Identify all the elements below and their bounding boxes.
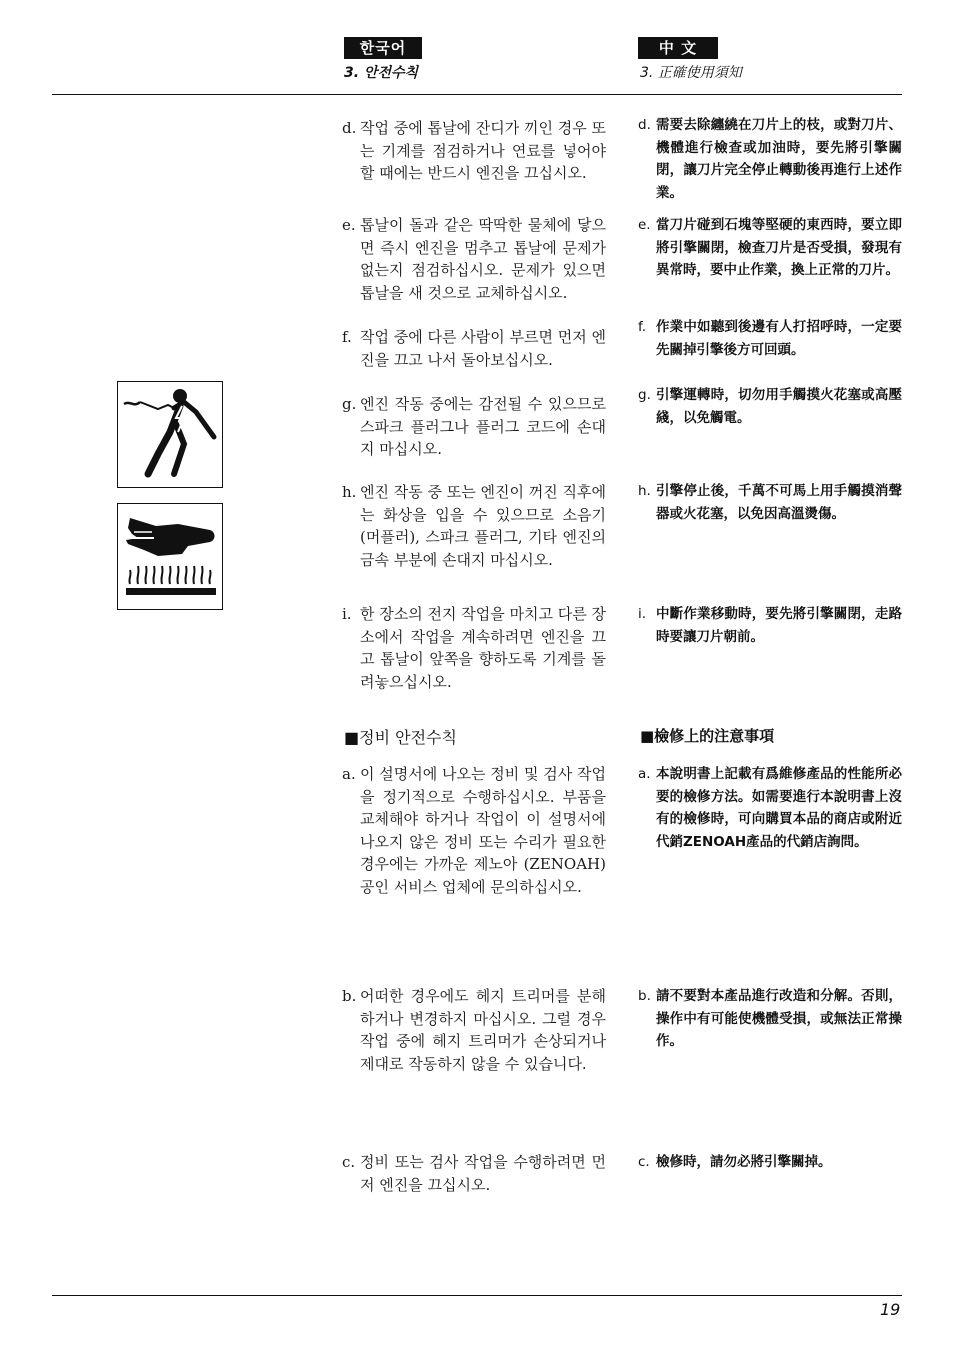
chinese-item-g [638,384,902,429]
chinese-item-e [638,214,902,282]
item-text: 작업 중에 다른 사람이 부르면 먼저 엔진을 끄고 나서 돌아보십시오. [360,328,606,369]
item-text: 엔진 작동 중 또는 엔진이 꺼진 직후에는 화상을 입을 수 있으므로 소음기(머플러), 스파크 플러그, 기타 엔진의 금속 부분에 손대지 마십시오. [360,483,606,569]
item-label: a. [638,766,651,782]
item-text: 檢修時，請勿必將引擎關掉。 [656,1154,832,1170]
korean-item-e [342,214,606,304]
item-text: 當刀片碰到石塊等堅硬的東西時，要立即將引擎關閉，檢查刀片是否受損，發現有異常時，要中止作業，換上正常的刀片。 [656,217,902,278]
item-label: b. [342,987,357,1005]
item-text: 中斷作業移動時，要先將引擎關閉，走路時要讓刀片朝前。 [656,606,902,645]
chinese-maintenance-heading: ■檢修上的注意事項 [640,727,775,745]
item-text: 톱날이 돌과 같은 딱딱한 물체에 닿으면 즉시 엔진을 멈추고 톱날에 문제가 없는지 점검하십시오. 문제가 있으면 톱날을 새 것으로 교체하십시오. [360,216,606,302]
item-label: a. [342,765,356,783]
chinese-maintenance-item-c [638,1151,902,1174]
korean-maintenance-item-c [342,1151,606,1196]
item-text: 작업 중에 톱날에 잔디가 끼인 경우 또는 기계를 점검하거나 연료를 넣어야 할 때에는 반드시 엔진을 끄십시오. [360,119,606,182]
item-text: 엔진 작동 중에는 감전될 수 있으므로 스파크 플러그나 플러그 코드에 손대지 마십시오. [360,395,606,458]
header-rule [52,94,902,95]
item-label: c. [638,1154,650,1170]
item-label: h. [342,483,357,501]
item-text: 引擎停止後，千萬不可馬上用手觸摸消聲器或火花塞，以免因高溫燙傷。 [656,483,902,522]
item-text: 한 장소의 전지 작업을 마치고 다른 장소에서 작업을 계속하려면 엔진을 끄고 톱날이 앞쪽을 향하도록 기계를 돌려놓으십시오. [360,605,606,691]
item-label: i. [638,606,647,622]
chinese-maintenance-item-a [638,763,902,853]
chinese-item-d [638,114,902,204]
korean-maintenance-item-a [342,763,606,898]
chinese-item-i [638,603,902,648]
hot-surface-warning-icon [117,503,223,610]
item-label: e. [342,216,356,234]
item-text: 정비 또는 검사 작업을 수행하려면 먼저 엔진을 끄십시오. [360,1153,606,1194]
item-label: d. [638,117,651,133]
item-text: 이 설명서에 나오는 정비 및 검사 작업을 정기적으로 수행하십시오. 부품을 교체해야 하거나 작업이 이 설명서에 나오지 않은 정비 또는 수리가 필요한 경우에는 가까운 제노아 (ZENOAH) 공인 서비스 업체에 문의하십시오. [360,765,606,896]
item-text: 請不要對本產品進行改造和分解。否則，操作中有可能使機體受損，或無法正常操作。 [656,988,902,1049]
item-text: 本說明書上記載有爲維修產品的性能所必要的檢修方法。如需要進行本說明書上沒有的檢修時，可向購買本品的商店或附近代銷ZENOAH產品的代銷店詢問。 [656,766,902,850]
footer-rule [52,1295,902,1296]
electric-shock-warning-icon [117,381,223,488]
korean-item-i [342,603,606,693]
korean-maintenance-item-b [342,985,606,1075]
item-label: f. [342,328,352,346]
item-label: g. [342,395,357,413]
item-label: b. [638,988,651,1004]
item-text: 需要去除纏繞在刀片上的枝，或對刀片、機體進行檢查或加油時，要先將引擎關閉，讓刀片完全停止轉動後再進行上述作業。 [656,117,902,201]
korean-maintenance-heading: ■정비 안전수칙 [344,728,457,747]
item-label: d. [342,119,357,137]
item-label: g. [638,387,651,403]
korean-item-h [342,481,606,571]
item-label: f. [638,319,647,335]
item-label: c. [342,1153,356,1171]
chinese-language-tag: 中 文 [638,37,718,59]
korean-item-d [342,117,606,185]
chinese-item-f [638,316,902,361]
item-label: i. [342,605,352,623]
item-text: 作業中如聽到後邊有人打招呼時，一定要先關掉引擎後方可回頭。 [656,319,902,358]
item-label: e. [638,217,651,233]
chinese-section-title: 3. 正確使用須知 [640,65,742,81]
korean-item-g [342,393,606,461]
item-label: h. [638,483,651,499]
korean-language-tag: 한국어 [344,37,422,59]
korean-section-title: 3. 안전수칙 [344,65,419,81]
item-text: 어떠한 경우에도 헤지 트리머를 분해하거나 변경하지 마십시오. 그럴 경우 작업 중에 헤지 트리머가 손상되거나 제대로 작동하지 않을 수 있습니다. [360,987,606,1073]
korean-item-f [342,326,606,371]
chinese-maintenance-item-b [638,985,902,1053]
item-text: 引擎運轉時，切勿用手觸摸火花塞或高壓綫，以免觸電。 [656,387,902,426]
page-number: 19 [880,1300,901,1319]
chinese-item-h [638,480,902,525]
